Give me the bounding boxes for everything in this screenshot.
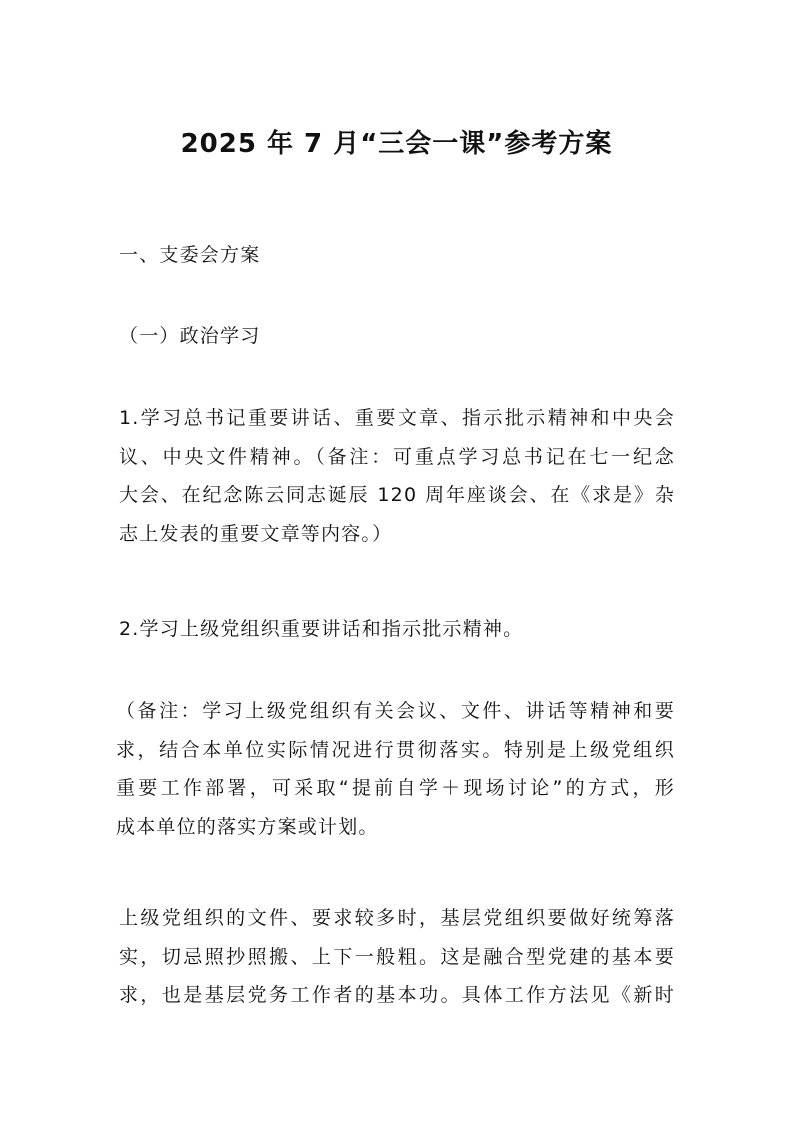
paragraph-4 <box>119 899 675 1015</box>
paragraph-line: 上级党组织的文件、要求较多时，基层党组织要做好统筹落 <box>119 907 675 929</box>
paragraph-line: 求，也是基层党务工作者的基本功。具体工作方法见《新时 <box>119 984 675 1006</box>
paragraph-line: 议、中央文件精神。（备注：可重点学习总书记在七一纪念 <box>119 445 675 468</box>
subsection-heading: （一）政治学习 <box>119 325 261 347</box>
paragraph-line: 成本单位的落实方案或计划。 <box>116 815 379 838</box>
paragraph-line: 大会、在纪念陈云同志诞辰 120 周年座谈会、在《求是》杂 <box>119 484 675 506</box>
paragraph-1 <box>119 399 675 553</box>
document-title: 2025 年 7 月“三会一课”参考方案 <box>180 129 613 159</box>
paragraph-line: 志上发表的重要文章等内容。） <box>119 522 393 545</box>
paragraph-line: 2.学习上级党组织重要讲话和指示批示精神。 <box>119 618 524 640</box>
paragraph-2 <box>119 610 675 649</box>
paragraph-line: 求，结合本单位实际情况进行贯彻落实。特别是上级党组织 <box>116 738 675 761</box>
paragraph-line: 1.学习总书记重要讲话、重要文章、指示批示精神和中央会 <box>119 407 675 429</box>
paragraph-line: 实，切忌照抄照搬、上下一般粗。这是融合型党建的基本要 <box>119 945 675 968</box>
paragraph-line: 重要工作部署，可采取“提前自学＋现场讨论”的方式，形 <box>116 777 675 799</box>
paragraph-line: （备注：学习上级党组织有关会议、文件、讲话等精神和要 <box>116 700 675 722</box>
section-heading: 一、支委会方案 <box>119 244 261 266</box>
paragraph-3 <box>116 692 675 846</box>
